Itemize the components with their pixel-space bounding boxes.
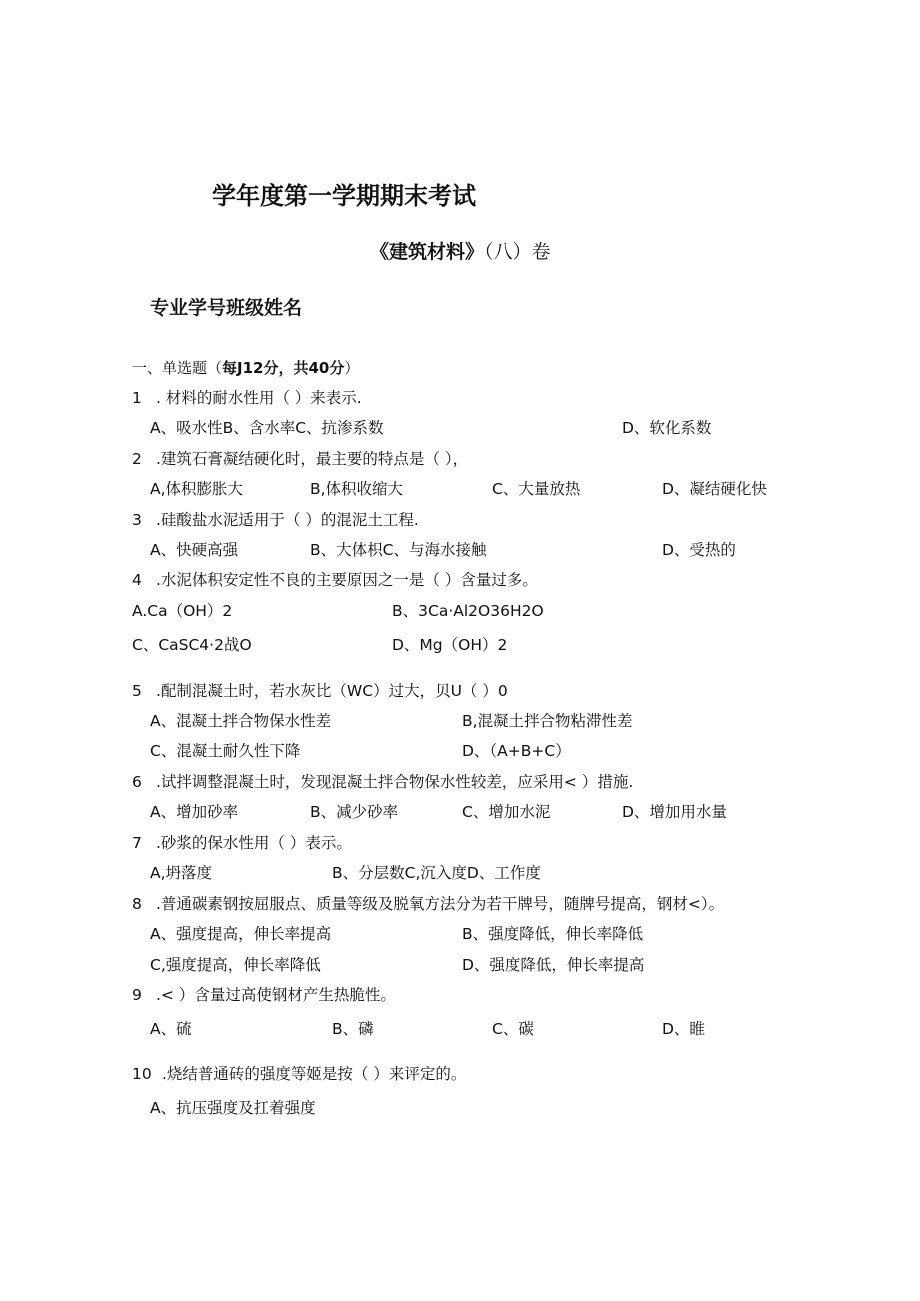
option-d: D、增加用水量 — [622, 803, 727, 821]
student-info-line: 专业学号班级姓名 — [150, 297, 303, 319]
question-number: 9 — [132, 986, 142, 1004]
question-number: 6 — [132, 773, 142, 791]
option-c: C、增加水泥 — [462, 803, 551, 821]
section-close: ） — [344, 359, 360, 377]
question-text: .配制混凝土时，若水灰比（WC）过大，贝U（ ）0 — [156, 682, 508, 700]
option-b-c: B、大体枳C、与海水接触 — [310, 541, 487, 559]
option-a: A、硫 — [150, 1020, 192, 1038]
exam-subtitle — [370, 237, 551, 264]
question-text: .硅酸盐水泥适用于（ ）的混泥土工程. — [156, 511, 419, 529]
option-b: B、强度降低，伸长率降低 — [462, 925, 644, 943]
option-a: A.Ca（OH）2 — [132, 602, 233, 620]
question-6-options — [0, 802, 920, 824]
question-number: 5 — [132, 682, 142, 700]
question-8 — [132, 894, 724, 914]
question-7 — [132, 833, 352, 853]
question-number: 3 — [132, 511, 142, 529]
question-7-options — [0, 863, 920, 885]
option-a: A、快硬高强 — [150, 541, 239, 559]
paper-version: （八）卷 — [484, 241, 551, 263]
option-d: D、软化系数 — [622, 419, 712, 437]
option-a: A,坍落度 — [150, 864, 213, 882]
question-text: .水泥体积安定性不良的主要原因之一是（ ）含量过多。 — [156, 571, 538, 589]
question-text: . 材料的耐水性用（ ）来表示. — [156, 389, 362, 407]
option-b-c-d: B、分层数C,沉入度D、工作度 — [332, 864, 541, 882]
option-a: A、吸水性B、含水率C、抗渗系数 — [150, 419, 384, 437]
option-b: B,混凝土拌合物粘滞性差 — [462, 712, 633, 730]
question-1 — [132, 388, 362, 408]
option-d: D、Mg（OH）2 — [392, 636, 508, 654]
option-a: A、混凝土拌合物保水性差 — [150, 712, 332, 730]
question-number: 8 — [132, 895, 142, 913]
question-text: .砂浆的保水性用（ ）表示。 — [156, 834, 352, 852]
question-number: 4 — [132, 571, 142, 589]
question-number: 7 — [132, 834, 142, 852]
question-text: .建筑石膏凝结硬化时，最主要的特点是（ ）， — [156, 450, 469, 468]
question-5-options-row-1 — [0, 711, 920, 733]
question-8-options-row-2 — [0, 955, 920, 977]
question-text: .普通碳素钢按屈服点、质量等级及脱氧方法分为若干牌号，随牌号提高，钢材<）。 — [156, 895, 725, 913]
option-b: B,体积收缩大 — [310, 480, 404, 498]
question-4-options-row-2 — [0, 635, 920, 657]
option-c: C,强度提高，伸长率降低 — [150, 956, 321, 974]
question-2-options — [0, 479, 920, 501]
option-d: D、受热的 — [662, 541, 736, 559]
section-label: 一、单选题（ — [132, 359, 223, 377]
question-2 — [132, 449, 468, 469]
question-1-options — [0, 418, 920, 440]
question-9-options — [0, 1019, 920, 1041]
section-heading — [132, 357, 359, 378]
question-9 — [132, 985, 396, 1005]
question-4-options-row-1 — [0, 601, 920, 623]
question-6 — [132, 772, 633, 792]
option-a: A,体积膨胀大 — [150, 480, 244, 498]
option-d: D、（A+B+C） — [462, 742, 571, 760]
question-10-options — [0, 1098, 920, 1120]
option-d: D、强度降低，伸长率提高 — [462, 956, 645, 974]
question-number: 10 — [132, 1065, 152, 1083]
question-number: 2 — [132, 450, 142, 468]
option-a: A、增加砂率 — [150, 803, 239, 821]
option-b: B、减少砂率 — [310, 803, 399, 821]
section-score: 每J12分，共40分 — [222, 359, 345, 377]
option-d: D、睢 — [662, 1020, 705, 1038]
question-5-options-row-2 — [0, 741, 920, 763]
option-d: D、凝结硬化快 — [662, 480, 767, 498]
option-b: B、3Ca·Al2O36H2O — [392, 602, 544, 620]
question-4 — [132, 570, 538, 590]
question-8-options-row-1 — [0, 924, 920, 946]
option-a: A、强度提高，伸长率提高 — [150, 925, 332, 943]
question-5 — [132, 681, 508, 701]
option-c: C、碳 — [492, 1020, 534, 1038]
question-10 — [132, 1064, 466, 1084]
question-3 — [132, 510, 419, 530]
option-b: B、磷 — [332, 1020, 374, 1038]
question-text: .烧结普通砖的强度等姬是按（ ）来评定的。 — [162, 1065, 467, 1083]
option-c: C、大量放热 — [492, 480, 581, 498]
question-number: 1 — [132, 389, 142, 407]
option-c: C、混凝土耐久性下降 — [150, 742, 301, 760]
question-text: .< ）含量过高使钢材产生热脆性。 — [156, 986, 396, 1004]
course-name: 《建筑材料》 — [370, 241, 485, 263]
exam-title: 学年度第一学期期末考试 — [212, 182, 476, 210]
option-c: C、CaSC4·2战O — [132, 636, 252, 654]
question-3-options — [0, 540, 920, 562]
option-a: A、抗压强度及扛着强度 — [150, 1099, 316, 1117]
question-text: .试拌调整混凝土时，发现混凝土拌合物保水性较差，应采用< ）措施. — [156, 773, 634, 791]
